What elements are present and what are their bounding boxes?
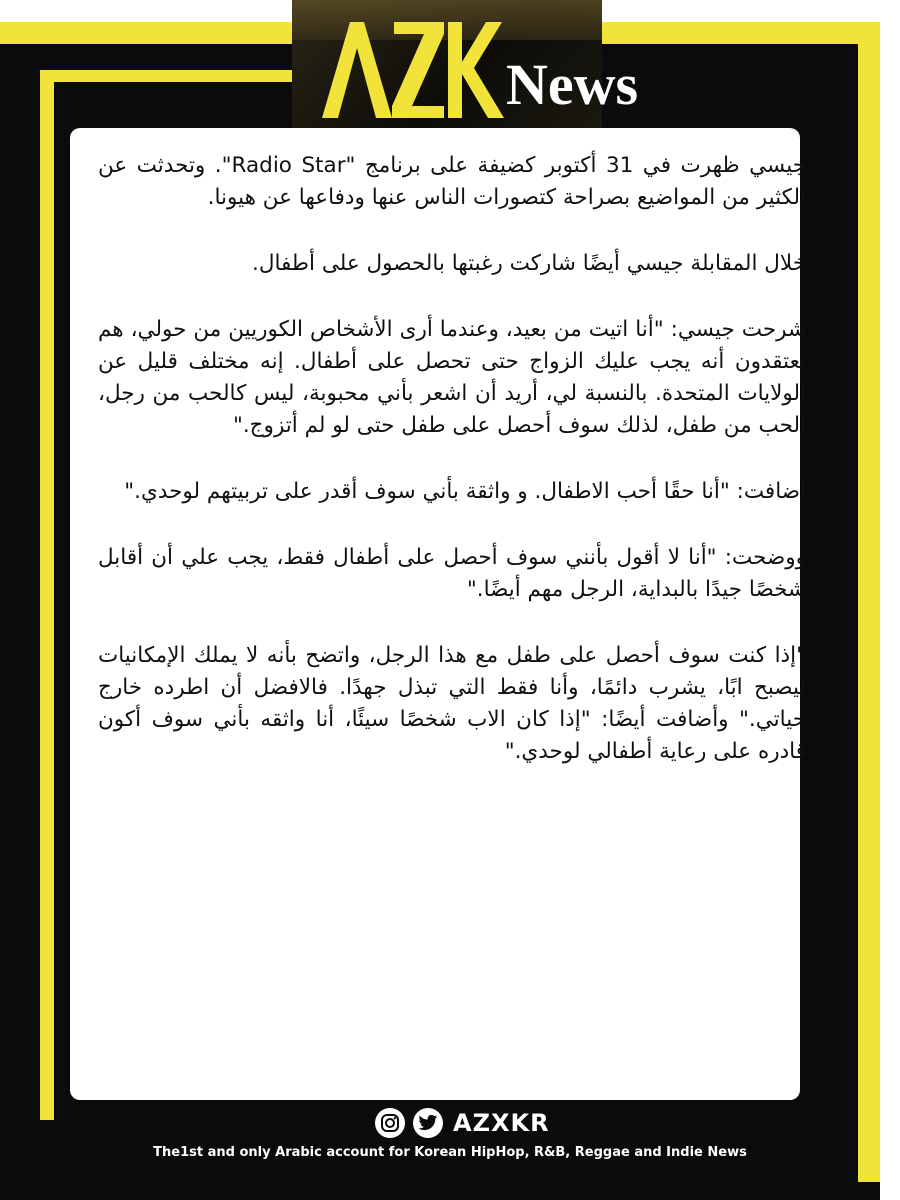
frame-yellow-top-inner — [40, 70, 292, 82]
article-paragraph: جيسي ظهرت في 31 أكتوبر كضيفة على برنامج "Radio Star". وتحدثت عن الكثير من المواضيع بصراحة كتصورات الناس عنها ودفاعها عن هيونا. — [98, 153, 806, 210]
article-paragraph: أضافت: "أنا حقًا أحب الاطفال. و واثقة بأني سوف أقدر على تربيتهم لوحدي." — [124, 479, 806, 504]
article-paragraph: ووضحت: "أنا لا أقول بأنني سوف أحصل على أطفال فقط، يجب علي أن أقابل شخصًا جيدًا بالبداية، الرجل مهم أيضًا." — [98, 545, 806, 602]
frame-yellow-top-left — [0, 22, 292, 44]
article-body — [98, 150, 806, 802]
footer-tagline: The1st and only Arabic account for Korean HipHop, R&B, Reggae and Indie News — [153, 1145, 747, 1160]
handle-text[interactable]: AZXKR — [453, 1109, 550, 1137]
frame-white-top-right — [602, 0, 900, 22]
twitter-icon[interactable] — [413, 1108, 443, 1138]
article-paragraph: خلال المقابلة جيسي أيضًا شاركت رغبتها بالحصول على أطفال. — [252, 251, 806, 276]
frame-yellow-right — [858, 22, 880, 1182]
frame-white-top-left — [0, 0, 292, 22]
frame-yellow-left-inner — [40, 70, 54, 1120]
logo-news-text: News — [506, 52, 639, 117]
logo — [292, 0, 639, 142]
article-paragraph: "إذا كنت سوف أحصل على طفل مع هذا الرجل، واتضح بأنه لا يملك الإمكانيات ليصبح ابًا، يشرب دائمًا، وأنا فقط التي تبذل جهدًا. فالافضل أن اطرده خارج حياتي." وأضافت أيضًا: "إذا كان الاب شخصًا سيئًا، أنا واثقه بأني سوف أكون قادره على رعاية أطفالي لوحدي." — [98, 643, 806, 764]
article-paragraph: شرحت جيسي: "أنا اتيت من بعيد، وعندما أرى الأشخاص الكوريين من حولي، هم يعتقدون أنه يجب عليك الزواج حتى تحصل على أطفال. إنه مختلف قليل عن الولايات المتحدة. بالنسبة لي، أريد أن اشعر بأني محبوبة، ليس كالحب من رجل، الحب من طفل، لذلك سوف أحصل على طفل حتى لو لم أتزوج." — [98, 317, 806, 438]
frame-yellow-top-right — [602, 22, 880, 44]
azk-news-logo-graphic — [292, 0, 639, 142]
frame-white-right — [880, 0, 900, 1200]
social-handle[interactable] — [375, 1108, 550, 1138]
instagram-icon[interactable] — [375, 1108, 405, 1138]
